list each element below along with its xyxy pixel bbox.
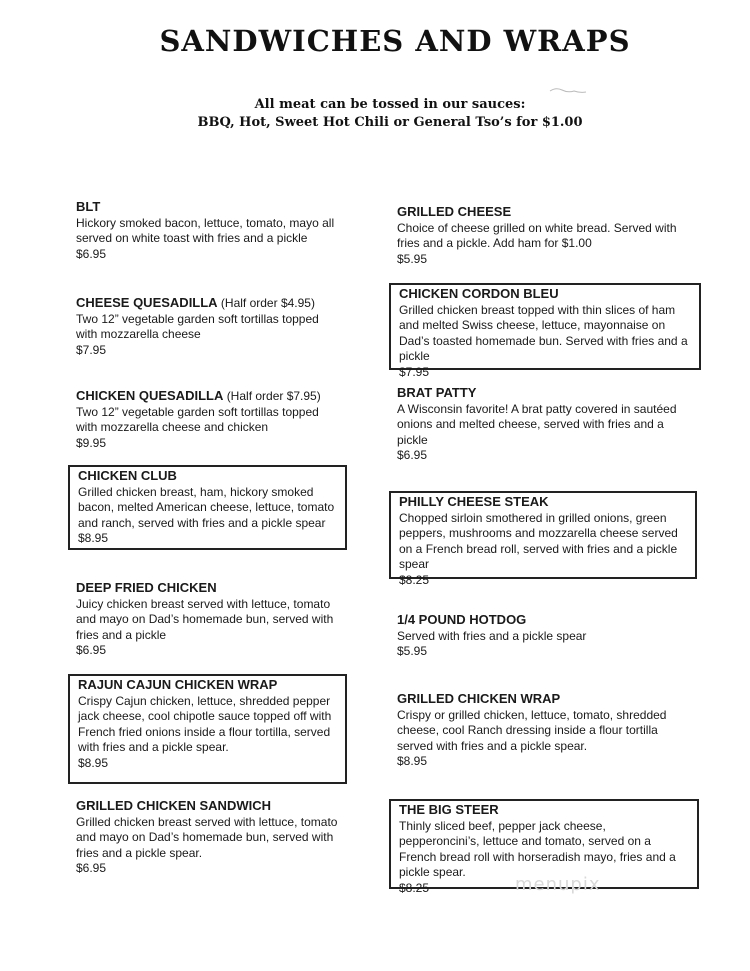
- menu-item-grilled-chicken-wrap: [397, 690, 687, 770]
- item-price: $8.95: [78, 531, 109, 545]
- item-description: Two 12” vegetable garden soft tortillas topped with mozzarella cheese and chicken: [76, 404, 319, 434]
- item-price: $9.95: [76, 435, 107, 450]
- item-price: $6.95: [76, 643, 107, 657]
- item-description: Chopped sirloin smothered in grilled onions, green peppers, mushrooms and mozzarella cheese served on a French bread roll, served with fries and a pickle spear: [399, 510, 678, 571]
- item-description: Choice of cheese grilled on white bread. Served with fries and a pickle. Add ham for $1.00: [397, 220, 677, 250]
- item-price: $8.95: [78, 755, 109, 770]
- item-price: $6.95: [76, 861, 107, 875]
- sauce-note-line1: All meat can be tossed in our sauces:: [254, 97, 526, 112]
- item-price: $6.95: [76, 246, 107, 261]
- item-price: $6.95: [397, 448, 428, 462]
- menu-item-rajun-cajun-chicken-wrap: [68, 674, 347, 784]
- item-name: THE BIG STEER: [399, 802, 499, 817]
- item-name: 1/4 POUND HOTDOG: [397, 612, 527, 627]
- item-price: $5.95: [397, 251, 428, 266]
- menu-item-blt: [76, 198, 341, 262]
- item-name: CHICKEN CORDON BLEU: [399, 286, 559, 301]
- item-description: A Wisconsin favorite! A brat patty covered in sautéed onions and melted cheese, served with fries and a pickle: [397, 401, 677, 447]
- item-name: PHILLY CHEESE STEAK: [399, 494, 549, 509]
- menu-item-grilled-chicken-sandwich: [76, 797, 341, 877]
- menu-item-chicken-quesadilla: [76, 387, 341, 451]
- item-price: $8.25: [399, 880, 430, 895]
- item-name: BLT: [76, 199, 101, 214]
- item-description: Grilled chicken breast served with lettuce, tomato and mayo on Dad’s homemade bun, served with fries and a pickle spear.: [76, 814, 338, 860]
- item-name: GRILLED CHICKEN WRAP: [397, 691, 561, 706]
- item-price: $8.25: [399, 572, 430, 587]
- item-description: Served with fries and a pickle spear: [397, 628, 587, 643]
- watermark: menupix: [515, 874, 601, 895]
- menu-item-quarter-pound-hotdog: [397, 611, 687, 660]
- item-note: (Half order $7.95): [226, 389, 321, 403]
- item-price: $7.95: [399, 364, 430, 379]
- item-description: Grilled chicken breast, ham, hickory smoked bacon, melted American cheese, lettuce, tomato and ranch, served with fries and a pickle spear: [78, 484, 335, 530]
- menu-item-philly-cheese-steak: [389, 491, 697, 587]
- sauce-note-line2: BBQ, Hot, Sweet Hot Chili or General Tso’s for $1.00: [197, 115, 583, 130]
- menu-item-chicken-club: [68, 465, 347, 550]
- item-description: Juicy chicken breast served with lettuce, tomato and mayo on Dad’s homemade bun, served with fries and a pickle: [76, 596, 334, 642]
- sauce-note: [0, 96, 750, 132]
- menu-item-cheese-quesadilla: [76, 294, 341, 358]
- item-name: GRILLED CHICKEN SANDWICH: [76, 798, 271, 813]
- menu-item-grilled-cheese: [397, 203, 687, 267]
- menu-item-deep-fried-chicken: [76, 579, 341, 659]
- item-name: CHICKEN QUESADILLA: [76, 388, 224, 403]
- item-name: CHICKEN CLUB: [78, 468, 177, 483]
- item-description: Thinly sliced beef, pepper jack cheese, pepperoncini’s, lettuce and tomato, served on a French bread roll with horseradish mayo, fries and a pickle spear.: [399, 818, 676, 879]
- item-description: Crispy Cajun chicken, lettuce, shredded pepper jack cheese, cool chipotle sauce topped off with French fried onions inside a flour tortilla, served with fries and a pickle spear.: [78, 693, 332, 754]
- item-description: Crispy or grilled chicken, lettuce, tomato, shredded cheese, cool Ranch dressing inside a flour tortilla served with fries and a pickle spear.: [397, 707, 667, 753]
- item-name: DEEP FRIED CHICKEN: [76, 580, 217, 595]
- item-name: RAJUN CAJUN CHICKEN WRAP: [78, 677, 278, 692]
- menu-item-chicken-cordon-bleu: [389, 283, 701, 379]
- page-title: SANDWICHES AND WRAPS: [159, 24, 631, 58]
- item-note: (Half order $4.95): [220, 296, 315, 310]
- item-description: Hickory smoked bacon, lettuce, tomato, mayo all served on white toast with fries and a pickle: [76, 215, 335, 245]
- menu-item-brat-patty: [397, 384, 687, 464]
- item-price: $8.95: [397, 754, 428, 768]
- item-description: Grilled chicken breast topped with thin slices of ham and melted Swiss cheese, lettuce, mayonnaise on Dad’s toasted homemade bun. Served with fries and a pickle: [399, 302, 688, 363]
- item-name: CHEESE QUESADILLA: [76, 295, 218, 310]
- item-name: BRAT PATTY: [397, 385, 477, 400]
- item-description: Two 12” vegetable garden soft tortillas topped with mozzarella cheese: [76, 311, 319, 341]
- item-price: $5.95: [397, 644, 428, 658]
- item-name: GRILLED CHEESE: [397, 204, 512, 219]
- item-price: $7.95: [76, 342, 107, 357]
